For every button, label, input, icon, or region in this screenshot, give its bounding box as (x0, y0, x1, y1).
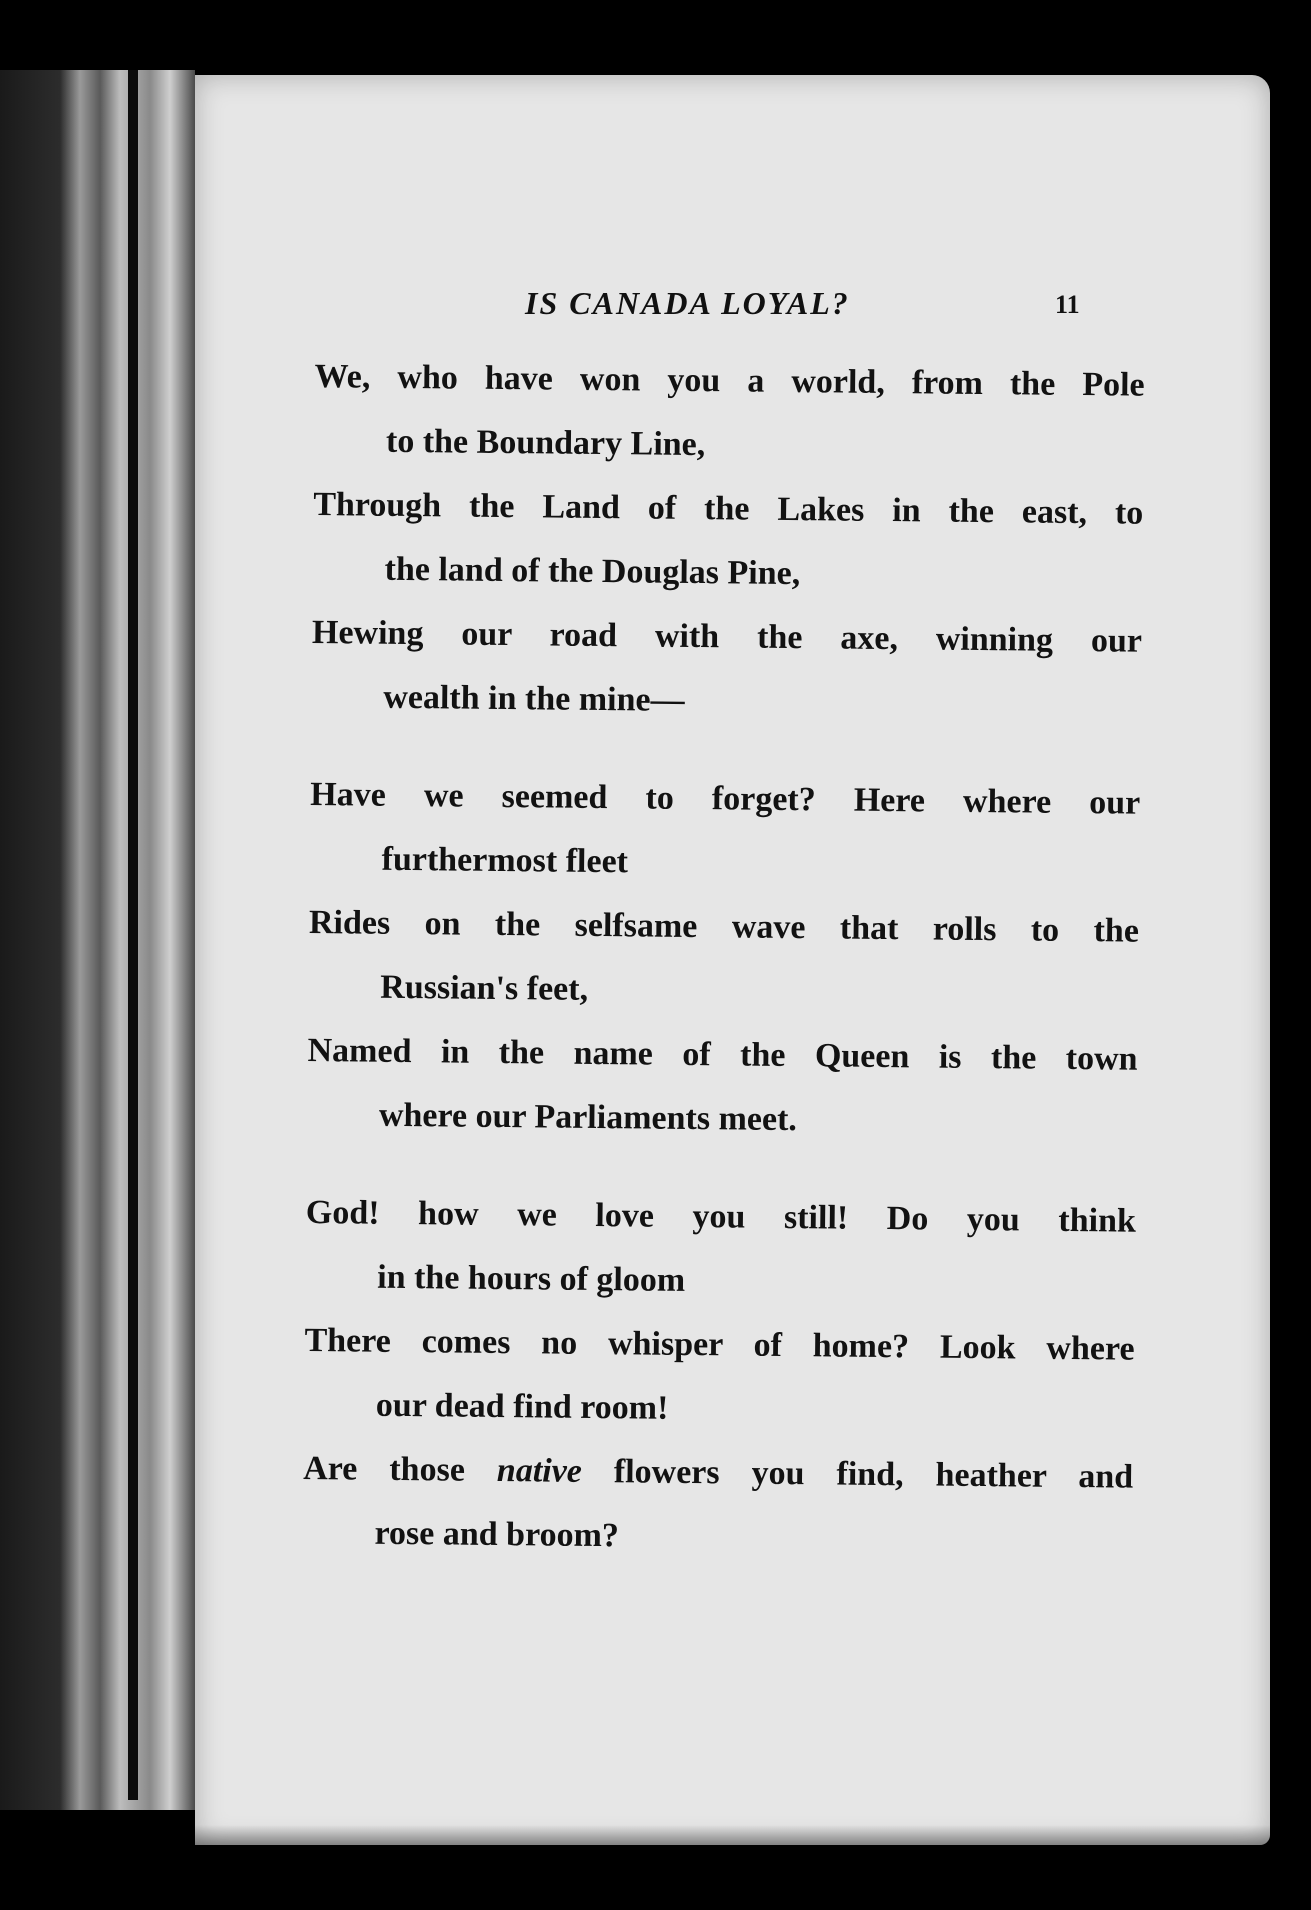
poem-line: We, who have won you a world, from the Pole (314, 357, 1145, 404)
poem-line-continuation: furthermost fleet (381, 840, 629, 881)
poem-line: God! how we love you still! Do you think (305, 1193, 1137, 1240)
poem-line: There comes no whisper of home? Look where (304, 1321, 1135, 1368)
book-page (195, 75, 1270, 1845)
book-binding (128, 70, 138, 1800)
poem-line-continuation: Russian's feet, (380, 968, 589, 1008)
page-bottom-shadow (195, 1825, 1270, 1845)
poem-line-continuation: where our Parliaments meet. (378, 1096, 798, 1139)
poem-text (302, 345, 1145, 1608)
poem-line: Have we seemed to forget? Here where our (310, 775, 1141, 822)
page-number: 11 (1055, 290, 1080, 319)
stanza (311, 345, 1145, 738)
poem-line-continuation: in the hours of gloom (377, 1258, 686, 1299)
poem-line: Hewing our road with the axe, winning our (311, 613, 1143, 660)
left-page-edge (0, 70, 195, 1810)
stanza (302, 1181, 1136, 1574)
running-title: IS CANADA LOYAL? (525, 285, 850, 321)
poem-line-continuation: rose and broom? (374, 1514, 620, 1555)
poem-line-end: flowers you find, heather and (613, 1453, 1134, 1496)
stanza (307, 763, 1141, 1156)
poem-line-with-italic (303, 1437, 1134, 1510)
poem-line-continuation: our dead find room! (375, 1386, 669, 1427)
poem-line-continuation: to the Boundary Line, (385, 422, 706, 464)
poem-line-continuation: wealth in the mine— (383, 678, 685, 719)
italic-word: native (496, 1451, 583, 1490)
poem-line-continuation: the land of the Douglas Pine, (384, 550, 801, 593)
poem-line: Rides on the selfsame wave that rolls to the (308, 903, 1140, 950)
poem-line-start: Are those (303, 1449, 466, 1489)
poem-line: Named in the name of the Queen is the town (307, 1031, 1138, 1078)
poem-line: Through the Land of the Lakes in the east, to (313, 485, 1144, 532)
